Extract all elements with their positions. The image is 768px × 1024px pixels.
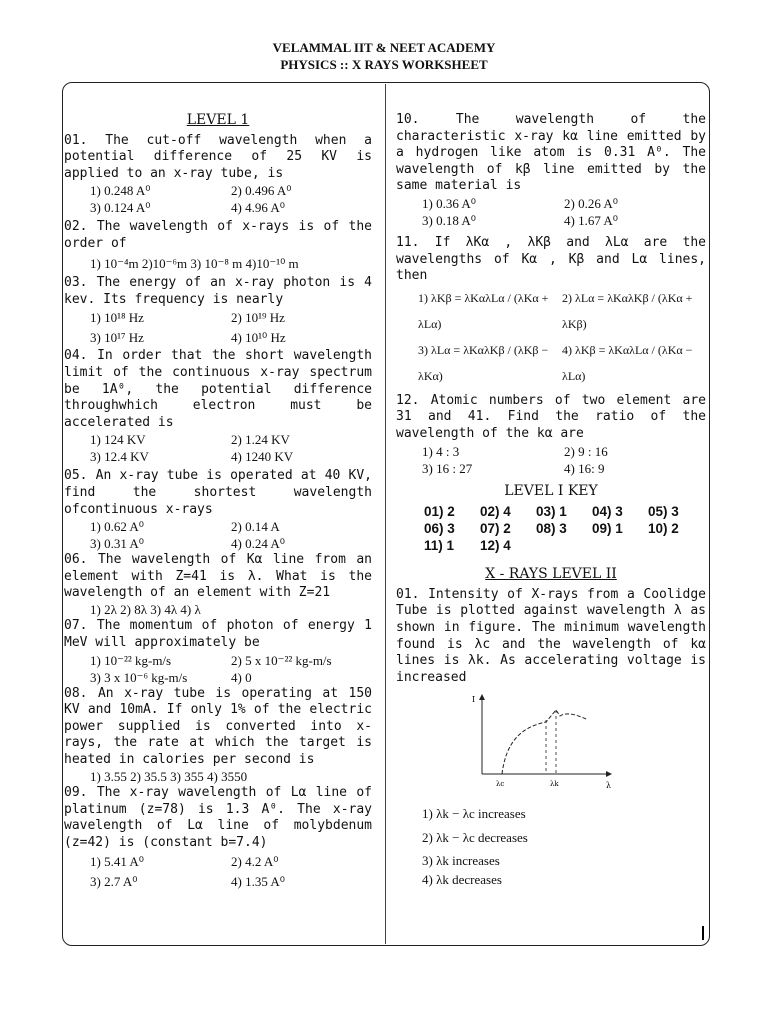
option: 3) 10¹⁷ Hz <box>90 330 144 346</box>
key-item: 10) 2 <box>648 521 679 537</box>
option: 3) 0.124 A⁰ <box>90 200 151 216</box>
option: 4) λKβ = λKαλLα / (λKα − λLα) <box>562 342 693 383</box>
option: 1) 4 : 3 <box>422 443 460 459</box>
answer-key <box>396 503 706 554</box>
option: 2) λk − λc decreases <box>422 830 528 846</box>
option: 3) 16 : 27 <box>422 460 473 476</box>
question-01: 01. The cut-off wavelength when a potential difference of 25 KV is applied to an x-ray tube, is 1) 0.248 A⁰ 2) 0.496 A⁰ 3) 0.124 A⁰ 4) 4.96 A⁰ <box>64 132 373 216</box>
option: 4) 4.96 A⁰ <box>231 200 285 216</box>
option: 3) 0.18 A⁰ <box>422 212 476 228</box>
option: 2) 10¹⁹ Hz <box>231 310 285 326</box>
column-divider <box>385 84 386 944</box>
option: 4) 16: 9 <box>564 460 605 476</box>
option: 3) 2.7 A⁰ <box>90 873 138 889</box>
option: 4) 10¹⁰ Hz <box>231 330 286 346</box>
key-item: 04) 3 <box>592 504 623 520</box>
option: 4) 0 <box>231 669 252 685</box>
option-line: 1) 10⁻⁴m 2)10⁻⁶m 3) 10⁻⁸ m 4)10⁻¹⁰ m <box>90 255 299 271</box>
option-line: 1) 2λ 2) 8λ 3) 4λ 4) λ <box>90 601 201 617</box>
option: 1) 0.36 A⁰ <box>422 195 476 211</box>
axis-label-x: λ <box>606 781 612 791</box>
question-02: 02. The wavelength of x-rays is of the order of 1) 10⁻⁴m 2)10⁻⁶m 3) 10⁻⁸ m 4)10⁻¹⁰ m <box>64 219 373 271</box>
option: 3) 0.31 A⁰ <box>90 536 144 552</box>
key-item: 11) 1 <box>424 538 455 554</box>
option: 2) λLα = λKαλKβ / (λKα + λKβ) <box>562 290 693 331</box>
key-item: 07) 2 <box>480 521 511 537</box>
option: 1) 10⁻²² kg-m/s <box>90 652 172 668</box>
option: 1) 0.248 A⁰ <box>90 183 151 199</box>
level2-question-01: 01. Intensity of X-rays from a Coolidge Tube is plotted against wavelength λ as shown in figure. The minimum wavelength found is λc and the wavelength of kα lines is λk. As accelerating voltage is increased I λ λc λk 1) λk − λc increases 2) λk − λc decreases 3) λk increases 4) λk decreases <box>396 586 707 887</box>
question-12: 12. Atomic numbers of two element are 31 and 41. Find the ratio of the wavelength of the kα are 1) 4 : 3 2) 9 : 16 3) 16 : 27 4) 16: 9 <box>396 392 707 476</box>
question-04: 04. In order that the short wavelength limit of the continuous x-ray spectrum be 1A⁰, the potential difference throughwhich electron must be accelerated is 1) 124 KV 2) 1.24 KV 3) 12.4 KV 4) 1240 KV <box>64 348 372 465</box>
option: 3) 3 x 10⁻⁶ kg-m/s <box>90 669 188 685</box>
question-10: 10. The wavelength of the characteristic x-ray kα line emitted by a hydrogen like atom is 0.31 A⁰. The wavelength of kβ line emitted by the same material is 1) 0.36 A⁰ 2) 0.26 A⁰ 3) 0.18 A⁰ 4) 1.67 A⁰ <box>396 112 706 228</box>
right-column <box>396 112 706 890</box>
option: 2) 0.26 A⁰ <box>564 195 618 211</box>
question-06: 06. The wavelength of Kα line from an element with Z=41 is λ. What is the wavelength of an element with Z=21 1) 2λ 2) 8λ 3) 4λ 4) λ <box>64 552 373 617</box>
option: 1) 0.62 A⁰ <box>90 519 144 535</box>
option: 1) 124 KV <box>90 432 146 448</box>
level-2-title: X - RAYS LEVEL II <box>485 566 617 583</box>
question-05: 05. An x-ray tube is operated at 40 KV, find the shortest wavelength ofcontinuous x-rays 1) 0.62 A⁰ 2) 0.14 A 3) 0.31 A⁰ 4) 0.24 A⁰ <box>64 468 372 552</box>
option: 4) 1.67 A⁰ <box>564 212 618 228</box>
worksheet-subtitle: PHYSICS :: X RAYS WORKSHEET <box>280 57 488 72</box>
label-lambda-k: λk <box>550 780 559 789</box>
key-item: 05) 3 <box>648 504 679 520</box>
key-item: 03) 1 <box>536 504 567 520</box>
intensity-wavelength-graph <box>466 692 616 792</box>
option: 2) 0.14 A <box>231 519 280 535</box>
key-item: 02) 4 <box>480 504 511 520</box>
option: 4) λk decreases <box>422 871 502 887</box>
worksheet-title: VELAMMAL IIT & NEET ACADEMY <box>272 40 496 55</box>
option: 2) 0.496 A⁰ <box>231 183 292 199</box>
option: 3) λk increases <box>422 853 500 869</box>
key-item: 12) 4 <box>480 538 511 554</box>
key-item: 09) 1 <box>592 521 623 537</box>
option: 3) λLα = λKαλKβ / (λKβ − λKα) <box>418 342 549 383</box>
axis-label-y: I <box>472 695 476 705</box>
option: 1) λk − λc increases <box>422 805 526 821</box>
question-11: 11. If λKα , λKβ and λLα are the wavelengths of Kα , Kβ and Lα lines, then 1) λKβ = λKαλLα / (λKα + λLα) 2) λLα = λKαλKβ / (λKα + λKβ) 3) λLα = λKαλKβ / (λKβ − λKα) 4) λKβ = λKαλLα / (λKα − λLα) <box>396 235 706 389</box>
text-cursor <box>702 926 704 940</box>
option: 1) λKβ = λKαλLα / (λKα + λLα) <box>418 290 549 331</box>
option: 2) 9 : 16 <box>564 443 608 459</box>
question-03: 03. The energy of an x-ray photon is 4 kev. Its frequency is nearly 1) 10¹⁸ Hz 2) 10¹⁹ Hz 3) 10¹⁷ Hz 4) 10¹⁰ Hz <box>64 275 372 348</box>
key-title: LEVEL I KEY <box>504 482 598 499</box>
option: 2) 4.2 A⁰ <box>231 853 279 869</box>
question-09: 09. The x-ray wavelength of Lα line of platinum (z=78) is 1.3 A⁰. The x-ray wavelength of Lα line of molybdenum (z=42) is (constant b=7.4) 1) 5.41 A⁰ 2) 4.2 A⁰ 3) 2.7 A⁰ 4) 1.35 A⁰ <box>64 785 372 891</box>
level-1-title: LEVEL 1 <box>186 112 250 128</box>
option: 2) 5 x 10⁻²² kg-m/s <box>231 652 332 668</box>
question-08: 08. An x-ray tube is operating at 150 KV and 10mA. If only 1% of the electric power supplied is converted into x-rays, the rate at which the target is heated in calories per second is 1) 3.55 2) 35.5 3) 355 4) 3550 <box>64 685 373 784</box>
key-item: 06) 3 <box>424 521 455 537</box>
question-07: 07. The momentum of photon of energy 1 MeV will approximately be 1) 10⁻²² kg-m/s 2) 5 x 10⁻²² kg-m/s 3) 3 x 10⁻⁶ kg-m/s 4) 0 <box>64 618 373 685</box>
left-column <box>64 108 372 892</box>
key-item: 08) 3 <box>536 521 567 537</box>
option: 1) 10¹⁸ Hz <box>90 310 144 326</box>
label-lambda-c: λc <box>496 780 505 789</box>
option: 3) 12.4 KV <box>90 449 149 465</box>
option: 4) 1240 KV <box>231 449 294 465</box>
option-line: 1) 3.55 2) 35.5 3) 355 4) 3550 <box>90 768 248 784</box>
option: 4) 1.35 A⁰ <box>231 873 285 889</box>
option: 4) 0.24 A⁰ <box>231 536 285 552</box>
option: 1) 5.41 A⁰ <box>90 853 144 869</box>
key-item: 01) 2 <box>424 504 455 520</box>
option: 2) 1.24 KV <box>231 432 290 448</box>
